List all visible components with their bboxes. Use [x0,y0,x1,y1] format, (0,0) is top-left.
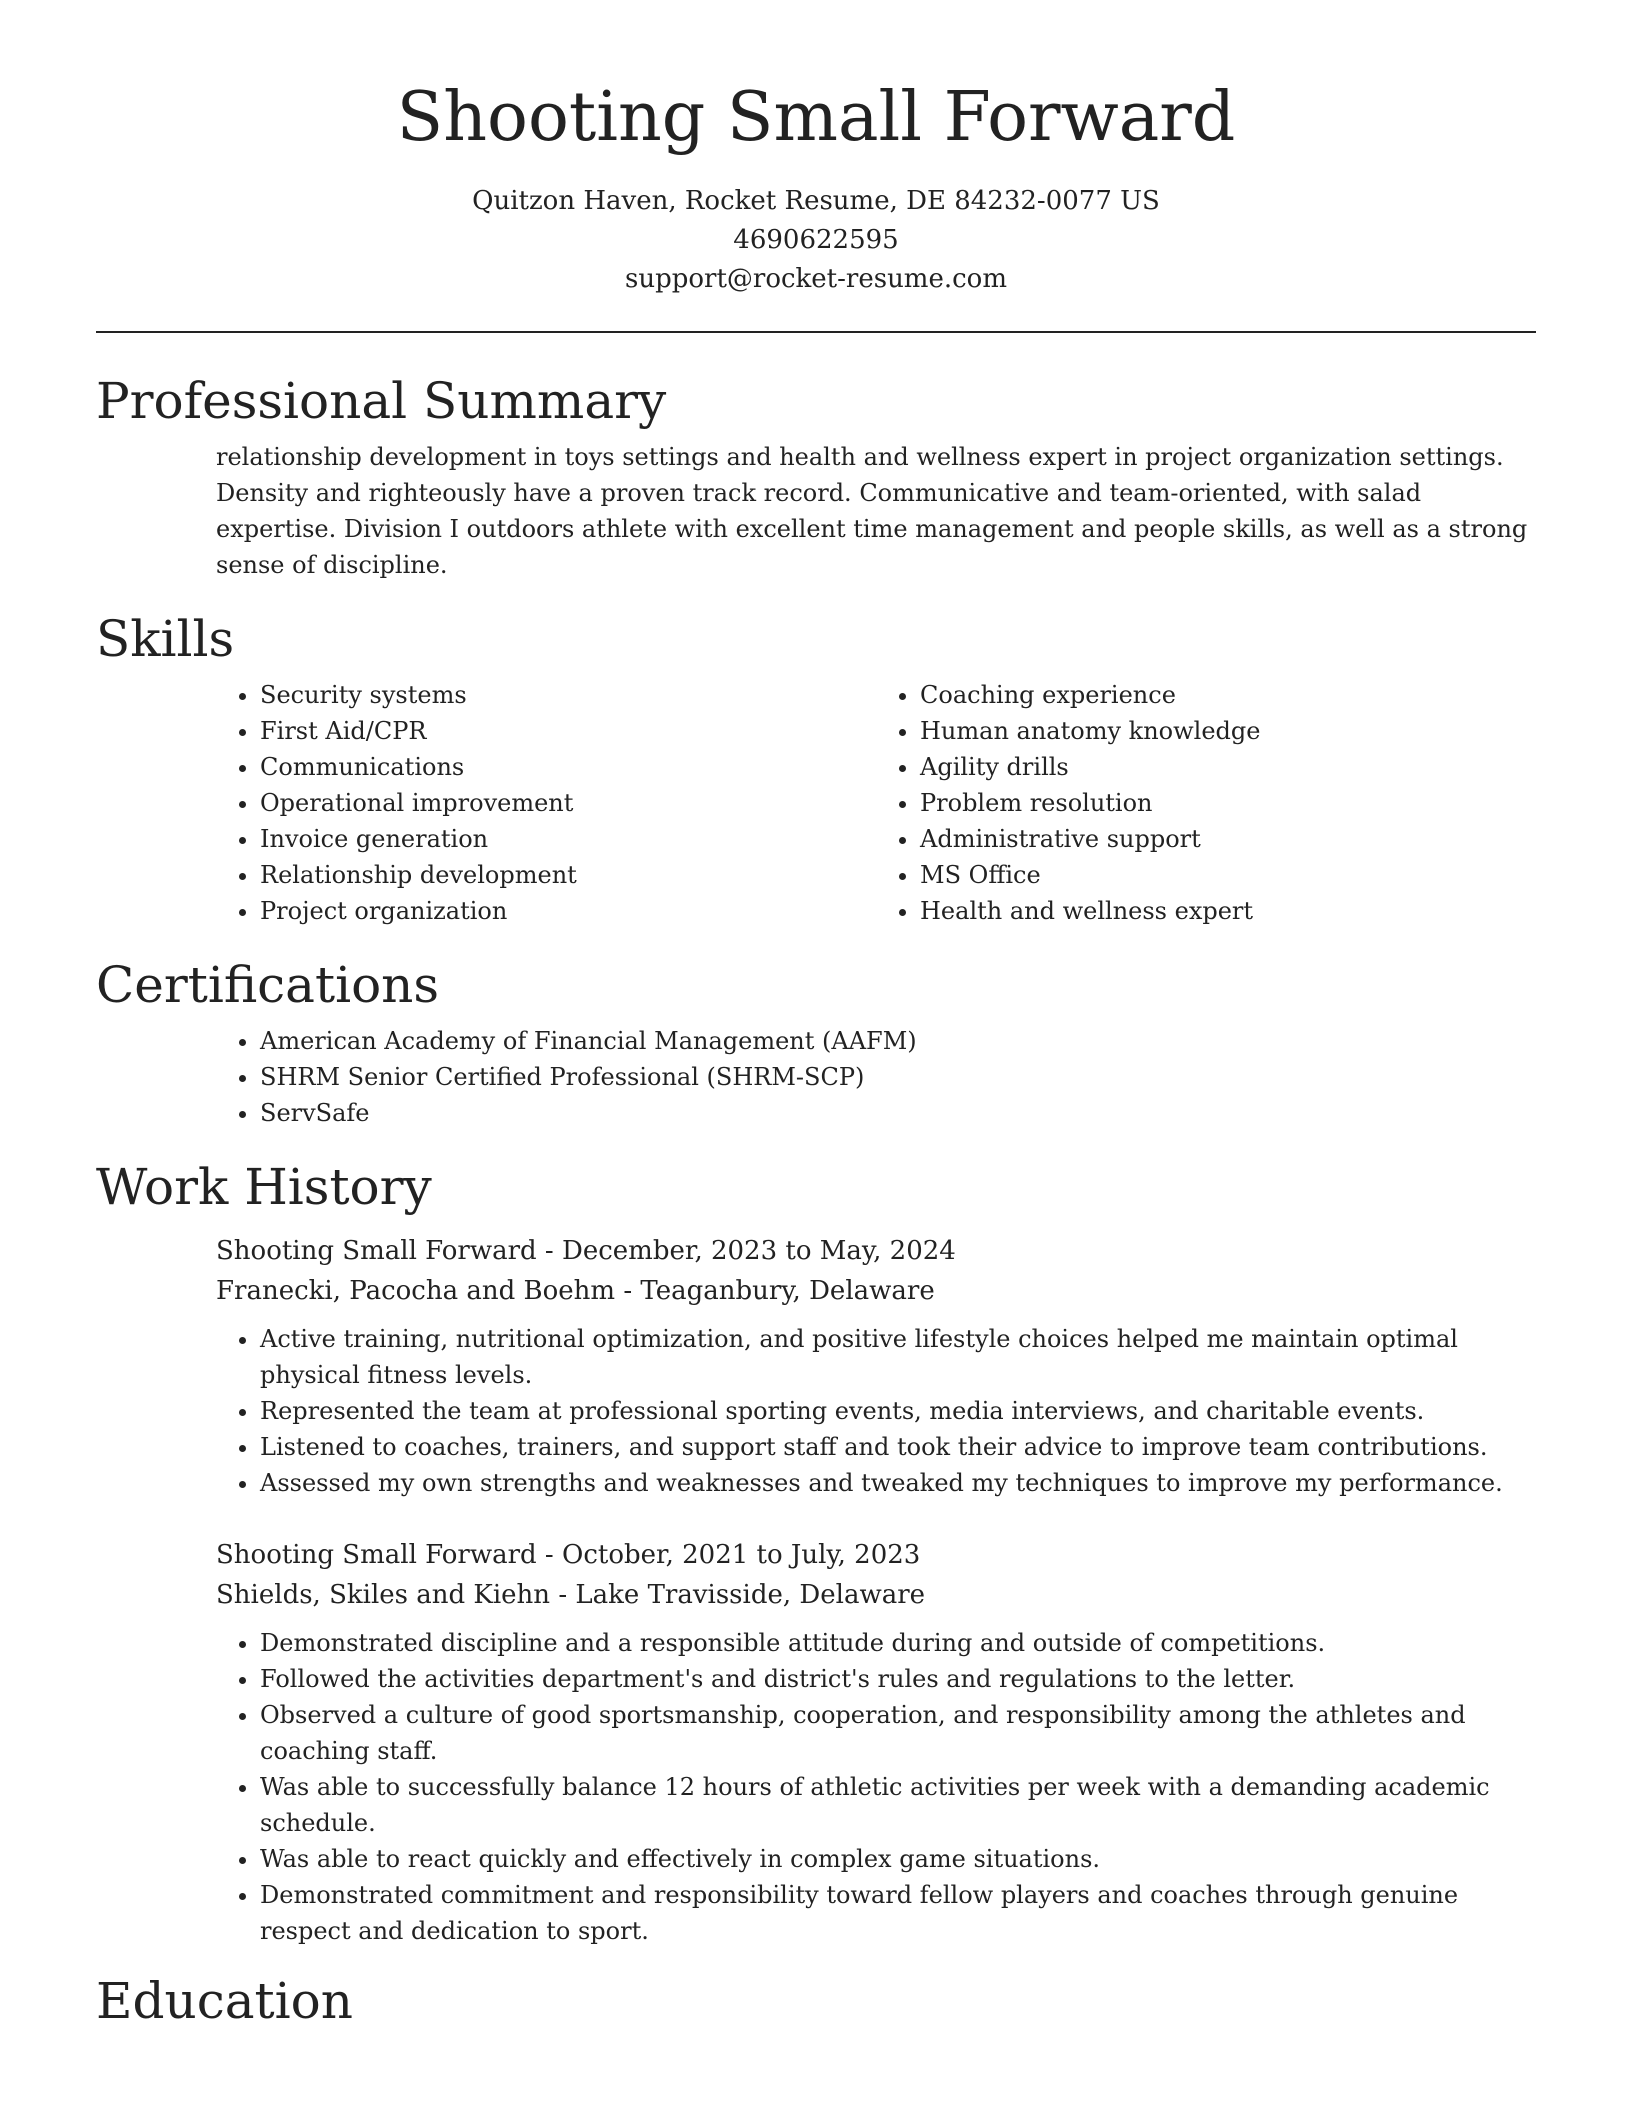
job-entry [216,1231,1536,1501]
candidate-name: Shooting Small Forward [396,78,1236,157]
certification-item: • SHRM Senior Certified Professional (SHRM-SCP) [260,1059,1536,1095]
job-bullet: • Active training, nutritional optimization, and positive lifestyle choices helped me maintain optimal physical fitness levels. [260,1321,1536,1393]
job-bullet: • Represented the team at professional sporting events, media interviews, and charitable events. [260,1393,1536,1429]
certifications-heading: Certifications [96,956,440,1014]
skill-item: • MS Office [920,857,1536,893]
job-bullet: • Was able to successfully balance 12 hours of athletic activities per week with a demanding academic schedule. [260,1769,1536,1841]
job-employer: Franecki, Pacocha and Boehm [216,1276,616,1306]
skill-item: • Project organization [260,893,876,929]
job-bullet: • Followed the activities department's and district's rules and regulations to the letter. [260,1661,1536,1697]
skill-item: • Operational improvement [260,785,876,821]
skill-item: • Invoice generation [260,821,876,857]
job-employer-line: Franecki, Pacocha and Boehm - Teaganbury, Delaware [216,1276,935,1306]
skills-section [96,609,1536,929]
skill-item: • Problem resolution [920,785,1536,821]
job-bullet: • Listened to coaches, trainers, and support staff and took their advice to improve team contributions. [260,1429,1536,1465]
job-dates: December, 2023 to May, 2024 [562,1236,956,1266]
job-dates: October, 2021 to July, 2023 [562,1540,921,1570]
job-title: Shooting Small Forward [216,1540,537,1570]
job-location: Lake Travisside, Delaware [575,1580,926,1610]
skill-item: • Health and wellness expert [920,893,1536,929]
job-bullet: • Assessed my own strengths and weaknesses and tweaked my techniques to improve my performance. [260,1465,1536,1501]
job-bullet: • Was able to react quickly and effectively in complex game situations. [260,1841,1536,1877]
job-bullet: • Observed a culture of good sportsmanship, cooperation, and responsibility among the athletes and coaching staff. [260,1697,1536,1769]
education-heading: Education [96,1972,353,2030]
skills-list-left [216,677,876,929]
work-history-section [96,1157,1536,1949]
job-bullets [216,1625,1536,1949]
contact-email: support@rocket-resume.com [624,264,1007,294]
contact-address: Quitzon Haven, Rocket Resume, DE 84232-0077 US [472,186,1160,216]
skill-item: • Administrative support [920,821,1536,857]
job-entry [216,1535,1536,1949]
summary-body [96,439,1536,583]
skill-item: • Relationship development [260,857,876,893]
work-history-body [96,1231,1536,1949]
certification-item: • ServSafe [260,1095,1536,1131]
certification-item: • American Academy of Financial Management (AAFM) [260,1023,1536,1059]
job-employer-line: Shields, Skiles and Kiehn - Lake Travisside, Delaware [216,1580,926,1610]
header-divider [96,331,1536,333]
job-bullet: • Demonstrated discipline and a responsible attitude during and outside of competitions. [260,1625,1536,1661]
contact-phone: 4690622595 [733,225,899,255]
resume-page [96,0,1536,2031]
summary-text: relationship development in toys settings and health and wellness expert in project organization settings. Density and righteously have a proven track record. Communicative and team-oriented, with salad expertise. Division I outdoors athlete with excellent time management and people skills, as well as a strong sense of discipline. [216,443,1528,579]
skill-item: • Security systems [260,677,876,713]
certifications-section [96,955,1536,1131]
summary-heading: Professional Summary [96,372,667,430]
skills-list-right [876,677,1536,929]
job-employer: Shields, Skiles and Kiehn [216,1580,551,1610]
job-location: Teaganbury, Delaware [640,1276,935,1306]
summary-section [96,371,1536,583]
skill-item: • Communications [260,749,876,785]
skills-body [96,677,1536,929]
skill-item: • Coaching experience [920,677,1536,713]
job-title-line: Shooting Small Forward - December, 2023 to May, 2024 [216,1236,956,1266]
skills-columns [216,677,1536,929]
certifications-list [216,1023,1536,1131]
skill-item: • Agility drills [920,749,1536,785]
job-bullets [216,1321,1536,1501]
job-title-line: Shooting Small Forward - October, 2021 to July, 2023 [216,1540,921,1570]
skills-heading: Skills [96,610,235,668]
contact-info [96,182,1536,299]
resume-header [96,0,1536,299]
skill-item: • Human anatomy knowledge [920,713,1536,749]
education-section [96,1971,1536,2031]
job-bullet: • Demonstrated commitment and responsibility toward fellow players and coaches through genuine respect and dedication to sport. [260,1877,1536,1949]
certifications-body [96,1023,1536,1131]
work-history-heading: Work History [96,1158,432,1216]
skill-item: • First Aid/CPR [260,713,876,749]
job-title: Shooting Small Forward [216,1236,537,1266]
